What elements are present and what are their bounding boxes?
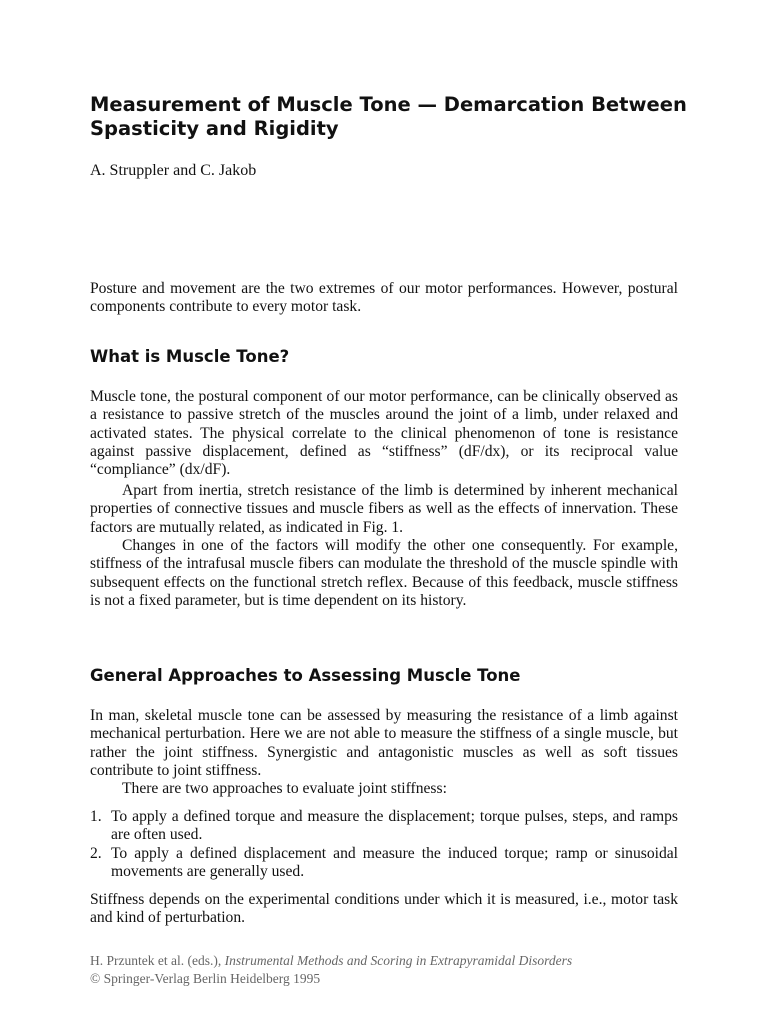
footer-citation	[90, 952, 572, 970]
list-item-number: 1.	[90, 808, 102, 825]
list-item	[90, 845, 678, 882]
approaches-list	[90, 808, 678, 881]
paper-title: Measurement of Muscle Tone — Demarcation Between Spasticity and Rigidity	[90, 93, 687, 140]
footer-copyright: © Springer-Verlag Berlin Heidelberg 1995	[90, 971, 321, 986]
section2-paragraph-3: Stiffness depends on the experimental conditions under which it is measured, i.e., motor task and kind of perturbation.	[90, 891, 678, 927]
section-heading-what-is-muscle-tone: What is Muscle Tone?	[90, 347, 290, 366]
section1-paragraph-1: Muscle tone, the postural component of our motor performance, can be clinically observed as a resistance to passive stretch of the muscles around the joint of a limb, under relaxed and activated states. The physical correlate to the clinical phenomenon of tone is resistance against passive displacement, defined as “stiffness” (dF/dx), or its reciprocal value “compliance” (dx/dF).	[90, 388, 678, 479]
list-item	[90, 808, 678, 845]
section1-paragraph-3: Changes in one of the factors will modify the other one consequently. For example, stiffness of the intrafusal muscle fibers can modulate the threshold of the muscle spindle with subsequent effects on the functional stretch reflex. Because of this feedback, muscle stiffness is not a fixed parameter, but is time dependent on its history.	[90, 537, 678, 609]
section-heading-general-approaches: General Approaches to Assessing Muscle Tone	[90, 666, 521, 685]
authors: A. Struppler and C. Jakob	[90, 162, 257, 179]
footer-book-title: Instrumental Methods and Scoring in Extrapyramidal Disorders	[224, 953, 573, 968]
intro-paragraph: Posture and movement are the two extremes of our motor performances. However, postural components contribute to every motor task.	[90, 280, 678, 316]
footer-editors: H. Przuntek et al. (eds.),	[90, 953, 225, 968]
list-item-number: 2.	[90, 844, 102, 862]
list-item-text: To apply a defined displacement and measure the induced torque; ramp or sinusoidal movements are generally used.	[111, 844, 678, 880]
section2-paragraph-2: There are two approaches to evaluate joint stiffness:	[122, 780, 447, 797]
publication-footer	[90, 952, 572, 988]
list-item-text: To apply a defined torque and measure the displacement; torque pulses, steps, and ramps are often used.	[111, 808, 678, 844]
section2-paragraph-1: In man, skeletal muscle tone can be assessed by measuring the resistance of a limb against mechanical perturbation. Here we are not able to measure the stiffness of a single muscle, but rather the joint stiffness. Synergistic and antagonistic muscles as well as soft tissues contribute to joint stiffness.	[90, 707, 678, 779]
section1-paragraph-2: Apart from inertia, stretch resistance of the limb is determined by inherent mechanical properties of connective tissues and muscle fibers as well as the effects of innervation. These factors are mutually related, as indicated in Fig. 1.	[90, 482, 678, 536]
